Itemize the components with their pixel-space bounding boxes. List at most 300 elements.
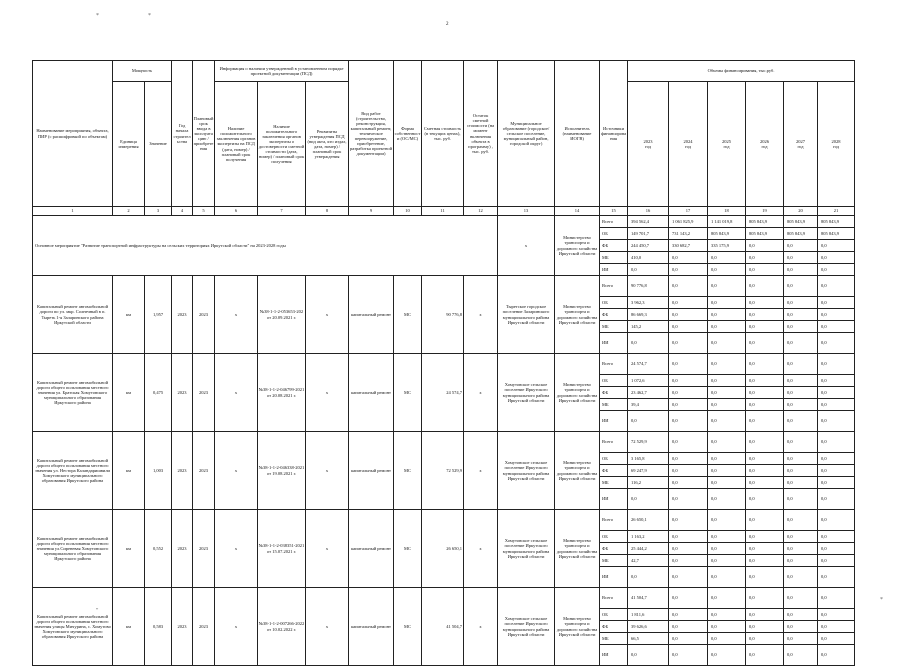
funding-value: 41 504,7 — [628, 588, 669, 609]
funding-value: 410,0 — [628, 252, 669, 264]
funding-value: 86 669,3 — [628, 309, 669, 321]
funding-value: 0,0 — [784, 465, 818, 477]
funding-value: 0,0 — [746, 297, 784, 309]
header-psd-expertise: Наличие положительного заключения органов экспертизы на ПСД (дата, номер) / плановый срок получения — [215, 82, 258, 207]
funding-value: 0,0 — [746, 240, 784, 252]
object-unit: км — [113, 354, 145, 432]
header-work-type: Вид работ (строительство, реконструкция, капитальный ремонт, техническое перевооружение, приобретение, разработка проектной документации) — [349, 61, 394, 207]
funding-source: ОБ — [600, 375, 628, 387]
funding-value: 330 682,7 — [669, 240, 708, 252]
funding-value: 0,0 — [746, 276, 784, 297]
funding-source: ИИ — [600, 411, 628, 432]
object-row — [33, 588, 855, 609]
funding-value: 0,0 — [784, 645, 818, 666]
funding-source: ИИ — [600, 264, 628, 276]
funding-source: МБ — [600, 321, 628, 333]
object-row — [33, 354, 855, 375]
column-number: 2 — [113, 207, 145, 216]
funding-value: 394 562,4 — [628, 216, 669, 228]
object-value: 0,552 — [145, 510, 172, 588]
funding-value: 0,0 — [708, 621, 746, 633]
object-cost-conclusion: №38-1-1-2-046338-2021 от 19.08.2021 г. — [258, 432, 306, 510]
object-work-type: капитальный ремонт — [349, 588, 394, 666]
funding-value: 0,0 — [746, 621, 784, 633]
column-number: 12 — [464, 207, 498, 216]
object-unit: км — [113, 432, 145, 510]
funding-value: 0,0 — [818, 621, 855, 633]
funding-value: 0,0 — [784, 477, 818, 489]
funding-value: 0,0 — [669, 252, 708, 264]
object-expertise: х — [215, 510, 258, 588]
funding-value: 0,0 — [669, 453, 708, 465]
scan-mark: * — [96, 13, 99, 19]
funding-value: 0,0 — [669, 489, 708, 510]
object-end-year: 2023 — [193, 510, 215, 588]
funding-value: 0,0 — [708, 453, 746, 465]
funding-value: 0,0 — [746, 567, 784, 588]
funding-value: 0,0 — [669, 531, 708, 543]
funding-value: 39,4 — [628, 399, 669, 411]
funding-value: 0,0 — [669, 264, 708, 276]
funding-value: 145,2 — [628, 321, 669, 333]
funding-value: 0,0 — [746, 399, 784, 411]
funding-value: 1 061 825,9 — [669, 216, 708, 228]
funding-value: 805 843,9 — [784, 228, 818, 240]
funding-value: 805 843,9 — [818, 228, 855, 240]
object-end-year: 2023 — [193, 588, 215, 666]
funding-source: МБ — [600, 252, 628, 264]
main-event-municipality: х — [498, 216, 555, 276]
object-start-year: 2023 — [172, 588, 193, 666]
object-ownership: МС — [394, 588, 422, 666]
header-municipality: Муниципальное образование (городское/сельское поселение, муниципальный район, городской округ) — [498, 61, 555, 207]
funding-value: 1 163,2 — [628, 531, 669, 543]
funding-source: ИИ — [600, 567, 628, 588]
funding-value: 0,0 — [818, 465, 855, 477]
object-municipality: Тыретское городское поселение Заларинского муниципального района Иркутской области — [498, 276, 555, 354]
object-municipality: Хомутовское сельское поселение Иркутского муниципального района Иркутской области — [498, 510, 555, 588]
object-name: Капитальный ремонт автомобильной дороги общего пользования местного значения ул. Нестора Каландаришвили Хомутовского муниципального образования Иркутского района — [33, 432, 113, 510]
header-executor: Исполнитель (наименование ИОГВ) — [555, 61, 600, 207]
object-ownership: МС — [394, 432, 422, 510]
funding-value: 0,0 — [746, 309, 784, 321]
funding-value: 0,0 — [818, 411, 855, 432]
funding-value: 0,0 — [784, 633, 818, 645]
funding-value: 1 141 019,8 — [708, 216, 746, 228]
funding-value: 0,0 — [708, 489, 746, 510]
main-event-title: Основное мероприятие "Развитие транспортной инфраструктуры на сельских территориях Иркутской области" на 2023-2028 годы — [33, 216, 498, 276]
object-expertise: х — [215, 354, 258, 432]
object-executor: Министерство транспорта и дорожного хозяйства Иркутской области — [555, 276, 600, 354]
funding-value: 42,7 — [628, 555, 669, 567]
funding-value: 0,0 — [818, 375, 855, 387]
object-work-type: капитальный ремонт — [349, 276, 394, 354]
funding-value: 0,0 — [669, 633, 708, 645]
object-work-type: капитальный ремонт — [349, 354, 394, 432]
funding-value: 0,0 — [784, 333, 818, 354]
object-value: 1,957 — [145, 276, 172, 354]
funding-value: 0,0 — [669, 399, 708, 411]
page-number: 2 — [446, 22, 449, 27]
funding-value: 0,0 — [669, 567, 708, 588]
scan-mark: * — [880, 597, 883, 603]
object-expertise: х — [215, 276, 258, 354]
funding-value: 805 843,9 — [708, 228, 746, 240]
funding-value: 1 072,6 — [628, 375, 669, 387]
funding-value: 0,0 — [818, 555, 855, 567]
object-ownership: МС — [394, 354, 422, 432]
object-end-year: 2023 — [193, 354, 215, 432]
funding-value: 0,0 — [818, 309, 855, 321]
funding-source: ОБ — [600, 228, 628, 240]
column-number: 20 — [784, 207, 818, 216]
funding-value: 0,0 — [746, 477, 784, 489]
object-remaining: х — [464, 276, 498, 354]
funding-value: 0,0 — [708, 588, 746, 609]
funding-value: 0,0 — [784, 309, 818, 321]
object-remaining: х — [464, 588, 498, 666]
funding-value: 0,0 — [708, 531, 746, 543]
column-number: 17 — [669, 207, 708, 216]
funding-value: 0,0 — [818, 432, 855, 453]
funding-value: 0,0 — [818, 387, 855, 399]
funding-value: 0,0 — [708, 645, 746, 666]
object-value: 0,475 — [145, 354, 172, 432]
object-approval: х — [306, 588, 349, 666]
object-value: 1,003 — [145, 432, 172, 510]
funding-value: 731 143,2 — [669, 228, 708, 240]
funding-value: 0,0 — [669, 354, 708, 375]
funding-value: 0,0 — [628, 333, 669, 354]
funding-value: 0,0 — [708, 432, 746, 453]
funding-value: 805 843,9 — [746, 216, 784, 228]
header-unit: Единица измерения — [113, 82, 145, 207]
header-ownership: Форма собственности (ОС/МС) — [394, 61, 422, 207]
object-start-year: 2023 — [172, 432, 193, 510]
funding-value: 0,0 — [746, 252, 784, 264]
funding-value: 0,0 — [708, 276, 746, 297]
object-cost-conclusion: №38-1-1-2-007266-2022 от 10.02.2022 г. — [258, 588, 306, 666]
header-psd-cost: Наличие положительного заключения органов экспертизы о достоверности сметной стоимости (дата, номер) / плановый срок получения — [258, 82, 306, 207]
funding-value: 72 529,9 — [628, 432, 669, 453]
funding-value: 0,0 — [708, 510, 746, 531]
column-number: 10 — [394, 207, 422, 216]
funding-value: 0,0 — [628, 645, 669, 666]
funding-value: 0,0 — [628, 567, 669, 588]
funding-value: 0,0 — [708, 297, 746, 309]
column-number: 19 — [746, 207, 784, 216]
object-end-year: 2023 — [193, 276, 215, 354]
funding-value: 0,0 — [784, 276, 818, 297]
header-psd-approval: Реквизиты утверждения ПСД (вид акта, кто издал, дата, номер) / плановый срок утверждения — [306, 82, 349, 207]
object-approval: х — [306, 276, 349, 354]
column-number: 16 — [628, 207, 669, 216]
object-end-year: 2023 — [193, 432, 215, 510]
funding-source: Всего — [600, 216, 628, 228]
column-number: 1 — [33, 207, 113, 216]
funding-source: Всего — [600, 588, 628, 609]
funding-value: 0,0 — [746, 333, 784, 354]
column-number: 13 — [498, 207, 555, 216]
funding-value: 0,0 — [784, 375, 818, 387]
funding-value: 0,0 — [708, 399, 746, 411]
funding-value: 66,5 — [628, 633, 669, 645]
funding-value: 39 626,6 — [628, 621, 669, 633]
funding-value: 0,0 — [746, 555, 784, 567]
funding-value: 0,0 — [818, 543, 855, 555]
funding-value: 0,0 — [669, 510, 708, 531]
funding-value: 0,0 — [784, 264, 818, 276]
funding-source: ФБ — [600, 621, 628, 633]
funding-value: 0,0 — [708, 309, 746, 321]
column-number: 4 — [172, 207, 193, 216]
funding-value: 23 462,7 — [628, 387, 669, 399]
funding-value: 335 175,9 — [708, 240, 746, 252]
scan-mark: * — [148, 13, 151, 19]
funding-value: 0,0 — [746, 387, 784, 399]
object-work-type: капитальный ремонт — [349, 510, 394, 588]
funding-value: 0,0 — [628, 411, 669, 432]
funding-value: 0,0 — [708, 465, 746, 477]
funding-source: ОБ — [600, 297, 628, 309]
object-approval: х — [306, 510, 349, 588]
object-municipality: Хомутовское сельское поселение Иркутского муниципального района Иркутской области — [498, 432, 555, 510]
funding-value: 0,0 — [784, 567, 818, 588]
column-number-row — [33, 207, 855, 216]
funding-value: 0,0 — [818, 333, 855, 354]
column-number: 6 — [215, 207, 258, 216]
header-start-year: Год начала строительства — [172, 61, 193, 207]
column-number: 18 — [708, 207, 746, 216]
funding-value: 0,0 — [669, 645, 708, 666]
column-number: 3 — [145, 207, 172, 216]
scan-mark: " — [96, 608, 99, 614]
column-number: 21 — [818, 207, 855, 216]
funding-source: ИИ — [600, 333, 628, 354]
funding-value: 0,0 — [818, 321, 855, 333]
funding-value: 0,0 — [746, 375, 784, 387]
object-expertise: х — [215, 588, 258, 666]
object-cost-conclusion: №38-1-1-2-046799-2021 от 20.08.2021 г. — [258, 354, 306, 432]
object-unit: км — [113, 510, 145, 588]
object-municipality: Хомутовское сельское поселение Иркутского муниципального района Иркутской области — [498, 588, 555, 666]
funding-value: 0,0 — [669, 321, 708, 333]
header-year: 2023 год — [628, 82, 669, 207]
funding-value: 0,0 — [746, 321, 784, 333]
object-value: 0,583 — [145, 588, 172, 666]
funding-value: 0,0 — [784, 399, 818, 411]
object-row — [33, 432, 855, 453]
funding-value: 0,0 — [746, 543, 784, 555]
object-estimate: 26 650,1 — [422, 510, 464, 588]
object-name: Капитальный ремонт автомобильной дороги общего пользования местного значения ул. Братская Хомутовского муниципального образования Иркутского района — [33, 354, 113, 432]
main-event-executor: Министерство транспорта и дорожного хозяйства Иркутской области — [555, 216, 600, 276]
object-start-year: 2023 — [172, 276, 193, 354]
object-work-type: капитальный ремонт — [349, 432, 394, 510]
object-start-year: 2023 — [172, 354, 193, 432]
funding-value: 0,0 — [708, 567, 746, 588]
column-number: 9 — [349, 207, 394, 216]
funding-value: 0,0 — [818, 240, 855, 252]
object-row — [33, 510, 855, 531]
funding-value: 0,0 — [784, 387, 818, 399]
object-start-year: 2023 — [172, 510, 193, 588]
header-estimate: Сметная стоимость (в текущих ценах), тыс. руб. — [422, 61, 464, 207]
funding-value: 0,0 — [784, 453, 818, 465]
funding-source: ФБ — [600, 240, 628, 252]
object-executor: Министерство транспорта и дорожного хозяйства Иркутской области — [555, 510, 600, 588]
funding-value: 0,0 — [784, 621, 818, 633]
funding-value: 24 574,7 — [628, 354, 669, 375]
funding-value: 0,0 — [746, 633, 784, 645]
object-estimate: 41 504,7 — [422, 588, 464, 666]
object-municipality: Хомутовское сельское поселение Иркутского муниципального района Иркутской области — [498, 354, 555, 432]
funding-value: 0,0 — [818, 354, 855, 375]
funding-value: 0,0 — [708, 354, 746, 375]
header-year: 2028 год — [818, 82, 855, 207]
funding-source: Всего — [600, 276, 628, 297]
funding-value: 0,0 — [784, 321, 818, 333]
funding-value: 0,0 — [818, 510, 855, 531]
funding-value: 244 450,7 — [628, 240, 669, 252]
funding-value: 0,0 — [708, 555, 746, 567]
column-number: 5 — [193, 207, 215, 216]
funding-value: 0,0 — [708, 375, 746, 387]
funding-source: Всего — [600, 432, 628, 453]
funding-value: 0,0 — [628, 264, 669, 276]
funding-value: 0,0 — [669, 477, 708, 489]
main-event-row — [33, 216, 855, 228]
funding-value: 805 843,9 — [818, 216, 855, 228]
funding-value: 0,0 — [708, 543, 746, 555]
funding-value: 0,0 — [669, 333, 708, 354]
funding-value: 3 165,8 — [628, 453, 669, 465]
header-year: 2024 год — [669, 82, 708, 207]
funding-source: ОБ — [600, 609, 628, 621]
funding-value: 0,0 — [669, 375, 708, 387]
funding-value: 0,0 — [818, 588, 855, 609]
object-remaining: х — [464, 432, 498, 510]
funding-value: 0,0 — [669, 621, 708, 633]
funding-value: 0,0 — [669, 543, 708, 555]
funding-value: 116,2 — [628, 477, 669, 489]
funding-value: 0,0 — [746, 531, 784, 543]
funding-value: 0,0 — [818, 297, 855, 309]
funding-value: 0,0 — [669, 432, 708, 453]
funding-value: 90 776,8 — [628, 276, 669, 297]
funding-value: 0,0 — [746, 264, 784, 276]
funding-value: 3 962,3 — [628, 297, 669, 309]
funding-source: МБ — [600, 399, 628, 411]
funding-value: 0,0 — [784, 510, 818, 531]
header-year: 2025 год — [708, 82, 746, 207]
funding-value: 69 247,9 — [628, 465, 669, 477]
funding-value: 0,0 — [784, 432, 818, 453]
funding-source: Всего — [600, 354, 628, 375]
object-estimate: 90 776,8 — [422, 276, 464, 354]
funding-value: 0,0 — [746, 465, 784, 477]
funding-value: 0,0 — [784, 489, 818, 510]
header-psd-group: Информация о наличии утвержденной в установленном порядке проектной документации (ПСД) — [215, 61, 349, 82]
object-row — [33, 276, 855, 297]
funding-value: 0,0 — [708, 252, 746, 264]
funding-source: МБ — [600, 477, 628, 489]
object-executor: Министерство транспорта и дорожного хозяйства Иркутской области — [555, 432, 600, 510]
object-name: Капитальный ремонт автомобильной дороги общего пользования местного значения ул.Сиреневая Хомутовского муниципального образования Иркутского района — [33, 510, 113, 588]
header-commission-year: Плановый срок ввода в эксплуатацию / приобретения — [193, 61, 215, 207]
funding-source: ИИ — [600, 645, 628, 666]
header-funding: Объемы финансирования, тыс.руб. — [628, 61, 855, 82]
funding-value: 0,0 — [669, 588, 708, 609]
funding-value: 0,0 — [669, 309, 708, 321]
funding-value: 1 811,6 — [628, 609, 669, 621]
header-year: 2026 год — [746, 82, 784, 207]
funding-value: 0,0 — [708, 411, 746, 432]
funding-value: 0,0 — [818, 477, 855, 489]
object-ownership: МС — [394, 510, 422, 588]
object-approval: х — [306, 432, 349, 510]
object-remaining: х — [464, 354, 498, 432]
funding-value: 0,0 — [669, 387, 708, 399]
funding-value: 0,0 — [669, 276, 708, 297]
funding-source: МБ — [600, 633, 628, 645]
object-estimate: 72 529,9 — [422, 432, 464, 510]
funding-value: 0,0 — [818, 453, 855, 465]
funding-source: ИИ — [600, 489, 628, 510]
column-number: 14 — [555, 207, 600, 216]
funding-value: 25 444,2 — [628, 543, 669, 555]
funding-value: 805 843,9 — [746, 228, 784, 240]
funding-value: 0,0 — [708, 633, 746, 645]
funding-value: 0,0 — [746, 453, 784, 465]
header-remaining: Остаток сметной стоимости (на момент включения объекта в программу) , тыс. руб. — [464, 61, 498, 207]
funding-value: 0,0 — [628, 489, 669, 510]
funding-source: ФБ — [600, 387, 628, 399]
funding-value: 0,0 — [746, 645, 784, 666]
funding-value: 0,0 — [746, 609, 784, 621]
object-cost-conclusion: №38-1-1-2-053653-202 от 20.09.2021 г. — [258, 276, 306, 354]
object-name: Капитальный ремонт автомобильной дороги общего пользования местного значения улицы Мичурина, с. Хомутово Хомутовского муниципального образования Иркутского района — [33, 588, 113, 666]
object-unit: км — [113, 276, 145, 354]
object-estimate: 24 574,7 — [422, 354, 464, 432]
funding-value: 0,0 — [784, 411, 818, 432]
funding-value: 0,0 — [708, 321, 746, 333]
funding-value: 0,0 — [746, 510, 784, 531]
funding-value: 0,0 — [784, 555, 818, 567]
funding-value: 0,0 — [708, 264, 746, 276]
funding-value: 0,0 — [818, 489, 855, 510]
funding-value: 0,0 — [708, 333, 746, 354]
header-year: 2027 год — [784, 82, 818, 207]
funding-value: 26 650,1 — [628, 510, 669, 531]
funding-value: 0,0 — [669, 609, 708, 621]
object-unit: км — [113, 588, 145, 666]
funding-value: 0,0 — [818, 264, 855, 276]
object-name: Капитальный ремонт автомобильной дороги по ул. мкр. Солнечный в п. Тыреть 1-я Заларинского района Иркутской области — [33, 276, 113, 354]
funding-value: 0,0 — [784, 609, 818, 621]
funding-value: 0,0 — [784, 588, 818, 609]
funding-value: 0,0 — [818, 252, 855, 264]
funding-source: Всего — [600, 510, 628, 531]
funding-value: 0,0 — [708, 477, 746, 489]
funding-value: 0,0 — [669, 555, 708, 567]
funding-source: ОБ — [600, 453, 628, 465]
object-expertise: х — [215, 432, 258, 510]
funding-value: 0,0 — [818, 531, 855, 543]
funding-value: 0,0 — [784, 252, 818, 264]
column-number: 15 — [600, 207, 628, 216]
column-number: 7 — [258, 207, 306, 216]
